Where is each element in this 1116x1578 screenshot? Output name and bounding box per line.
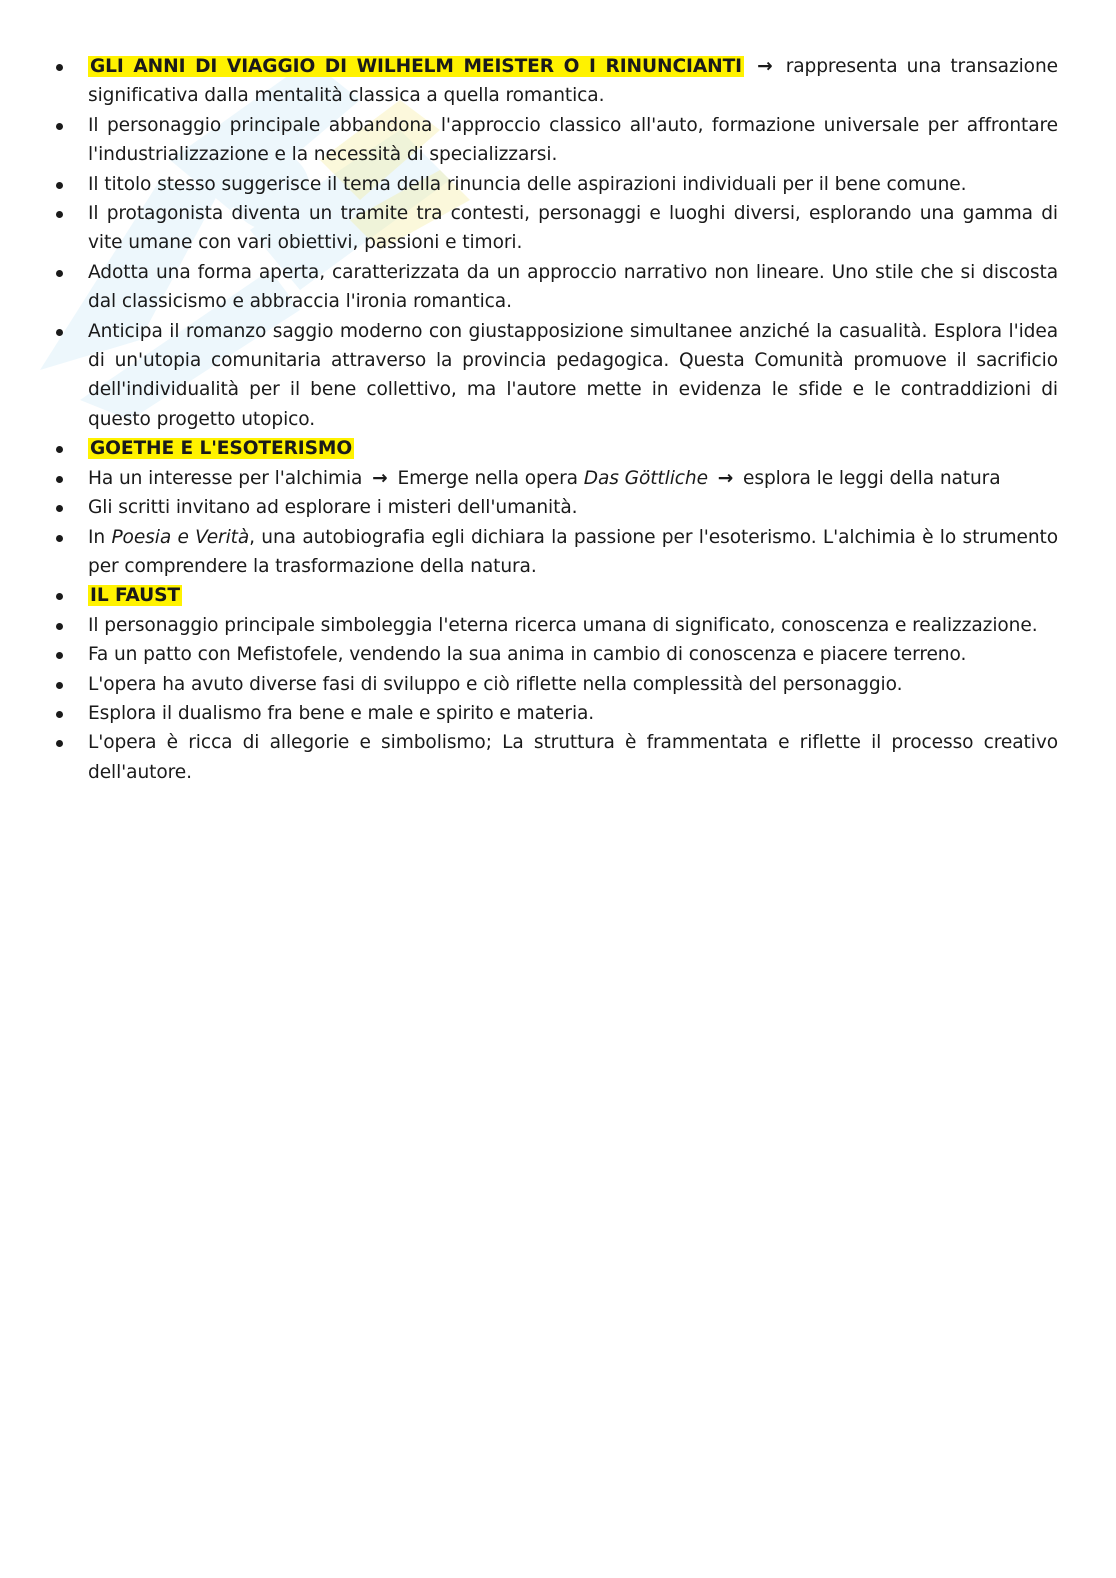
list-item xyxy=(56,258,1058,317)
section-heading-faust: IL FAUST xyxy=(90,585,180,607)
bullet-icon xyxy=(56,270,63,277)
bullet-icon xyxy=(56,593,63,600)
list-item xyxy=(56,111,1058,170)
bullet-icon xyxy=(56,476,63,483)
list-item xyxy=(56,699,1058,728)
list-item-text: Esplora il dualismo fra bene e male e spirito e materia. xyxy=(88,702,595,724)
bullet-icon xyxy=(56,535,63,542)
arrow-right-icon: → xyxy=(717,467,734,489)
list-item xyxy=(56,52,1058,111)
list-item-text: Adotta una forma aperta, caratterizzata da un approccio narrativo non lineare. Uno stile che si discosta dal classicismo e abbraccia l'ironia romantica. xyxy=(88,261,1058,313)
bullet-icon xyxy=(56,682,63,689)
list-item xyxy=(56,640,1058,669)
list-item xyxy=(56,493,1058,522)
bullet-icon xyxy=(56,64,63,71)
list-item xyxy=(56,611,1058,640)
section-heading-item xyxy=(56,581,1058,610)
work-title: Poesia e Verità xyxy=(111,526,250,548)
bullet-icon xyxy=(56,211,63,218)
list-item-text: Il personaggio principale abbandona l'approccio classico all'auto, formazione universale per affrontare l'industrializzazione e la necessità di specializzarsi. xyxy=(88,114,1058,166)
bullet-icon xyxy=(56,123,63,130)
bullet-icon xyxy=(56,446,63,453)
list-item-text: , una autobiografia egli dichiara la passione per l'esoterismo. L'alchimia è lo strumento per comprendere la trasformazione della natura. xyxy=(88,526,1058,577)
list-item xyxy=(56,317,1058,435)
arrow-right-icon: → xyxy=(757,56,773,77)
list-item-text: Il personaggio principale simboleggia l'eterna ricerca umana di significato, conoscenza e realizzazione. xyxy=(88,614,1038,636)
list-item-text: Gli scritti invitano ad esplorare i misteri dell'umanità. xyxy=(88,497,578,519)
list-item-text: Fa un patto con Mefistofele, vendendo la sua anima in cambio di conoscenza e piacere terreno. xyxy=(88,644,967,666)
arrow-right-icon: → xyxy=(372,467,388,489)
list-item-text: Il titolo stesso suggerisce il tema della rinuncia delle aspirazioni individuali per il bene comune. xyxy=(88,173,967,195)
section-heading-esoterismo: GOETHE E L'ESOTERISMO xyxy=(90,438,353,460)
list-item-text: L'opera è ricca di allegorie e simbolismo; La struttura è frammentata e riflette il processo creativo dell'autore. xyxy=(88,732,1058,783)
list-item xyxy=(56,670,1058,699)
list-item-text: Anticipa il romanzo saggio moderno con giustapposizione simultanee anziché la casualità. Esplora l'idea di un'utopia comunitaria attraverso la provincia pedagogica. Questa Comunità promuove il sacrificio dell'individualità per il bene collettivo, ma l'autore mette in evidenza le sfide e le contraddizioni di questo progetto utopico. xyxy=(88,320,1058,430)
list-item-text: Ha un interesse per l'alchimia xyxy=(88,467,363,489)
list-item-prefix: In xyxy=(88,526,106,548)
section-heading-wilhelm-meister: GLI ANNI DI VIAGGIO DI WILHELM MEISTER O I RINUNCIANTI xyxy=(90,56,742,77)
bullet-list xyxy=(56,52,1058,787)
bullet-icon xyxy=(56,182,63,189)
bullet-icon xyxy=(56,711,63,718)
list-item-text: L'opera ha avuto diverse fasi di sviluppo e ciò riflette nella complessità del personaggio. xyxy=(88,673,903,695)
list-item xyxy=(56,728,1058,787)
list-item xyxy=(56,464,1058,493)
bullet-icon xyxy=(56,623,63,630)
list-item xyxy=(56,199,1058,258)
bullet-icon xyxy=(56,329,63,336)
list-item-text: esplora le leggi della natura xyxy=(743,467,1001,489)
work-title: Das Göttliche xyxy=(583,467,708,489)
bullet-icon xyxy=(56,505,63,512)
list-item-text: rappresenta una transazione significativa dalla mentalità classica a quella romantica. xyxy=(88,56,1058,107)
document-content xyxy=(56,52,1058,787)
list-item xyxy=(56,523,1058,582)
bullet-icon xyxy=(56,652,63,659)
bullet-icon xyxy=(56,740,63,747)
list-item-text: Il protagonista diventa un tramite tra contesti, personaggi e luoghi diversi, esplorando una gamma di vite umane con vari obiettivi, passioni e timori. xyxy=(88,203,1058,254)
list-item xyxy=(56,170,1058,199)
section-heading-item xyxy=(56,434,1058,463)
list-item-text: Emerge nella opera xyxy=(397,467,578,489)
